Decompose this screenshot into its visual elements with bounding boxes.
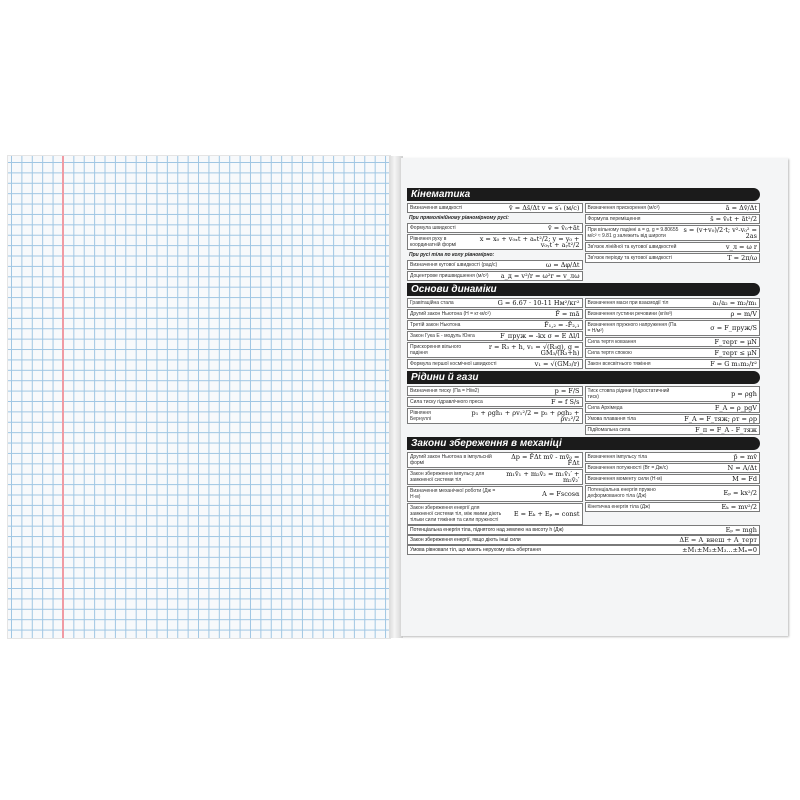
notebook-spread xyxy=(8,156,788,638)
formula-label: Зв'язок періоду та кутової швидкості xyxy=(587,255,672,261)
section-header-dynamics xyxy=(407,283,760,296)
formula-text: N = A/Δt xyxy=(727,464,757,472)
formula-label: Сила тертя ковзання xyxy=(587,339,636,345)
left-column xyxy=(407,386,583,435)
formula-label: Третій закон Ньютона xyxy=(410,322,461,328)
formula-text: v₁ = √(GM₃/r) xyxy=(534,360,580,368)
formula-label: Зв'язок лінійної та кутової швидкостей xyxy=(587,244,677,250)
right-column xyxy=(585,298,761,369)
formula-text: a_д = v²/r = ω²r = v_лω xyxy=(500,272,580,280)
formula-text: F = G m₁m₂/r² xyxy=(710,360,757,368)
section-header-conservation xyxy=(407,437,760,450)
left-column xyxy=(407,452,583,525)
formula-label: Умова плавання тіла xyxy=(587,416,636,422)
section-note: При прямолінійному рівномірному русі: xyxy=(409,215,509,221)
formula-cell xyxy=(407,309,583,319)
formula-text: s̄ = v̄₀t + āt²/2 xyxy=(710,215,757,223)
section-title: Основи динаміки xyxy=(411,284,497,295)
formula-cell xyxy=(585,214,761,224)
formula-text: v̄ = Δs̄/Δt v = s′ₜ (м/с) xyxy=(508,204,580,212)
cover-reference-page xyxy=(401,158,788,636)
formula-label: Закон збереження енергії для замкненої системи тіл, між якими діють тільки сили тяжіння та сили пружності xyxy=(410,505,502,523)
formula-text: a₁/a₂ = m₂/m₁ xyxy=(712,299,757,307)
formula-label: Потенціальна енергія пружно деформованого тіла (Дж) xyxy=(587,487,656,499)
formula-cell xyxy=(585,425,761,435)
formula-label: Закон Гука Е - модуль Юнга xyxy=(410,333,475,339)
formula-cell xyxy=(407,320,583,330)
formula-cell xyxy=(407,359,583,369)
wide-formula-row xyxy=(407,535,760,545)
formula-cell xyxy=(407,386,583,396)
formula-cell xyxy=(407,223,583,233)
formula-text: r = R₃ + h, v₁ = √(R₃g), g = GM₃/(R₃+h) xyxy=(488,343,580,357)
formula-cell xyxy=(585,485,761,501)
formula-label: При вільному падінні a = g, g = 9.80655 м/с² ≈ 9.81 g залежить від широти xyxy=(587,227,679,239)
formula-label: Формула першої космічної швидкості xyxy=(410,361,497,367)
formula-cell xyxy=(585,225,761,241)
formula-text: v̄ = v̄₀+āt xyxy=(548,224,580,232)
formula-text: ω = Δφ/Δt xyxy=(545,261,580,269)
section-title: Закони збереження в механіці xyxy=(411,438,562,449)
formula-text: p₁ + ρgh₁ + ρv₁²/2 = p₂ + ρgh₂ + ρv₂²/2 xyxy=(471,409,580,423)
margin-line xyxy=(62,156,64,638)
formula-cell xyxy=(407,298,583,308)
formula-label: Доцентрове пришвидшення (м/с²) xyxy=(410,273,489,279)
formula-cell xyxy=(585,242,761,252)
formula-label: Потенціальна енергія тіла, піднятого над землею на висоту h (Дж) xyxy=(410,527,564,533)
formula-label: Сила Архімеда xyxy=(587,405,623,411)
formula-cell xyxy=(407,203,583,213)
formula-cell xyxy=(407,486,583,502)
formula-text: T = 2π/ω xyxy=(727,254,757,262)
formula-cell xyxy=(585,502,761,512)
section-title: Кінематика xyxy=(411,189,471,200)
formula-cell xyxy=(585,414,761,424)
formula-label: Формула переміщення xyxy=(587,216,641,222)
formula-text: M = Fd xyxy=(732,475,757,483)
formula-text: F = f S/s xyxy=(550,398,580,406)
formula-label: Визначення імпульсу тіла xyxy=(587,454,648,460)
formula-cell xyxy=(585,203,761,213)
formula-cell xyxy=(585,337,761,347)
formula-text: A = Fscosα xyxy=(542,490,580,498)
right-column xyxy=(585,452,761,525)
formula-cell xyxy=(585,452,761,462)
formula-label: Рівняння руху в координатній формі xyxy=(410,236,457,248)
formula-cell xyxy=(585,298,761,308)
formula-cell xyxy=(585,463,761,473)
formula-label: Визначення моменту сили (Н·м) xyxy=(587,476,663,482)
formula-label: Прискорення вільного падіння xyxy=(410,344,462,356)
formula-cell xyxy=(407,503,583,525)
formula-label: Підйомальна сила xyxy=(587,427,631,433)
formula-text: F_A = ρ_рgV xyxy=(714,404,757,412)
formula-text: G = 6.67 · 10-11 Нм²/кг² xyxy=(497,299,580,307)
formula-text: ΔE = A_внеш + A_терт xyxy=(679,536,757,544)
formula-label: Сила тертя спокою xyxy=(587,350,632,356)
formula-label: Другий закон Ньютона (Н = кг·м/с²) xyxy=(410,311,491,317)
formula-cell xyxy=(407,342,583,358)
formula-cell xyxy=(407,260,583,270)
formula-label: Визначення кутової швидкості (рад/с) xyxy=(410,262,498,268)
formula-cell xyxy=(407,408,583,424)
formula-text: ρ = m/V xyxy=(730,310,757,318)
formula-cell xyxy=(585,348,761,358)
formula-text: p = F/S xyxy=(554,387,580,395)
formula-text: F̄ = mā xyxy=(555,310,580,318)
formula-text: Δp = F̄Δt mv̄ - mv̄₀ = F̄Δt xyxy=(511,453,580,467)
formula-text: ā = Δv̄/Δt xyxy=(725,204,757,212)
formula-cell xyxy=(585,320,761,336)
right-column xyxy=(585,386,761,435)
formula-label: Тиск стовпа рідини (гідростатичний тиск) xyxy=(587,388,670,400)
formula-cell xyxy=(585,309,761,319)
section-grid-liquids xyxy=(407,386,760,435)
formula-text: Eₖ = mv²/2 xyxy=(721,503,757,511)
formula-label: Визначення маси при взаємодії тіл xyxy=(587,300,669,306)
formula-text: x = x₀ + v₀ₓt + aₓt²/2; y = y₀ + v₀ᵧt + aᵧt²/2 xyxy=(479,235,580,249)
formula-cell xyxy=(585,403,761,413)
formula-label: Визначення пружного напруження (Па = Н/м²) xyxy=(587,322,677,334)
formula-sheet xyxy=(407,186,760,555)
formula-cell xyxy=(407,397,583,407)
formula-text: p = ρgh xyxy=(731,390,757,398)
formula-label: Умова рівноваги тіл, що мають нерухому вісь обертання xyxy=(410,547,541,553)
formula-text: v_л = ω r xyxy=(725,243,757,251)
formula-label: Визначення прискорення (м/с²) xyxy=(587,205,660,211)
formula-cell xyxy=(585,253,761,263)
formula-text: E = Eₖ + Eₚ = const xyxy=(513,510,580,518)
formula-label: Рівняння Бернуллі xyxy=(410,410,431,422)
section-note: При русі тіла по колу рівномірно: xyxy=(409,252,495,258)
formula-cell xyxy=(407,469,583,485)
formula-text: Eₚ = kx²/2 xyxy=(723,489,757,497)
formula-cell xyxy=(407,234,583,250)
formula-text: F_A = F_тяж; ρт = ρр xyxy=(684,415,757,423)
formula-label: Закон збереження енергії, якщо діють інші сили xyxy=(410,537,521,543)
wide-formula-row xyxy=(407,525,760,535)
formula-label: Кінетична енергія тіла (Дж) xyxy=(587,504,651,510)
formula-label: Формула швидкості xyxy=(410,225,456,231)
wide-formula-row xyxy=(407,545,760,555)
formula-text: p̄ = mv̄ xyxy=(733,453,757,461)
formula-cell xyxy=(585,474,761,484)
formula-cell xyxy=(407,452,583,468)
section-header-liquids xyxy=(407,371,760,384)
formula-label: Закон збереження імпульсу для замкненої системи тіл xyxy=(410,471,485,483)
formula-label: Визначення густини речовини (кг/м³) xyxy=(587,311,673,317)
section-grid-kinematics xyxy=(407,203,760,281)
section-grid-conservation xyxy=(407,452,760,525)
formula-label: Гравітаційна стала xyxy=(410,300,454,306)
formula-cell xyxy=(407,271,583,281)
formula-label: Сила тиску гідравлічного преса xyxy=(410,399,483,405)
formula-text: F_терт = μN xyxy=(714,338,757,346)
section-title: Рідини й гази xyxy=(411,372,479,383)
formula-text: F_пруж = -kx σ = E Δl/l xyxy=(500,332,580,340)
formula-label: Визначення швидкості xyxy=(410,205,463,211)
left-column xyxy=(407,298,583,369)
formula-cell xyxy=(585,386,761,402)
formula-text: s = (v+v₀)/2·t; v²-v₀² = 2as xyxy=(683,226,757,240)
formula-text: F_п = F_A - F_тяж xyxy=(695,426,757,434)
formula-text: F̄₁,₂ = -F̄₂,₁ xyxy=(544,321,580,329)
section-grid-dynamics xyxy=(407,298,760,369)
formula-label: Визначення механічної роботи (Дж = Н·м) xyxy=(410,488,496,500)
formula-text: ±M₁±M₂±M₃...±Mₙ=0 xyxy=(682,546,757,554)
formula-label: Другий закон Ньютона в імпульсній формі xyxy=(410,454,492,466)
right-column xyxy=(585,203,761,281)
left-column xyxy=(407,203,583,281)
formula-text: F_терт ≤ μN xyxy=(714,349,757,357)
formula-label: Визначення тиску (Па = Н/м2) xyxy=(410,388,480,394)
formula-label: Визначення потужності (Вт = Дж/с) xyxy=(587,465,668,471)
formula-text: σ = F_пруж/S xyxy=(710,324,757,332)
formula-label: Закон всесвітнього тяжіння xyxy=(587,361,651,367)
formula-cell xyxy=(585,359,761,369)
grid-page xyxy=(8,156,390,638)
formula-text: m₁v̄₁ + m₂v̄₂ = m₁v̄₁′ + m₂v̄₂′ xyxy=(506,470,580,484)
formula-cell xyxy=(407,331,583,341)
formula-text: Eₚ = mgh xyxy=(725,526,757,534)
section-header-kinematics xyxy=(407,188,760,201)
